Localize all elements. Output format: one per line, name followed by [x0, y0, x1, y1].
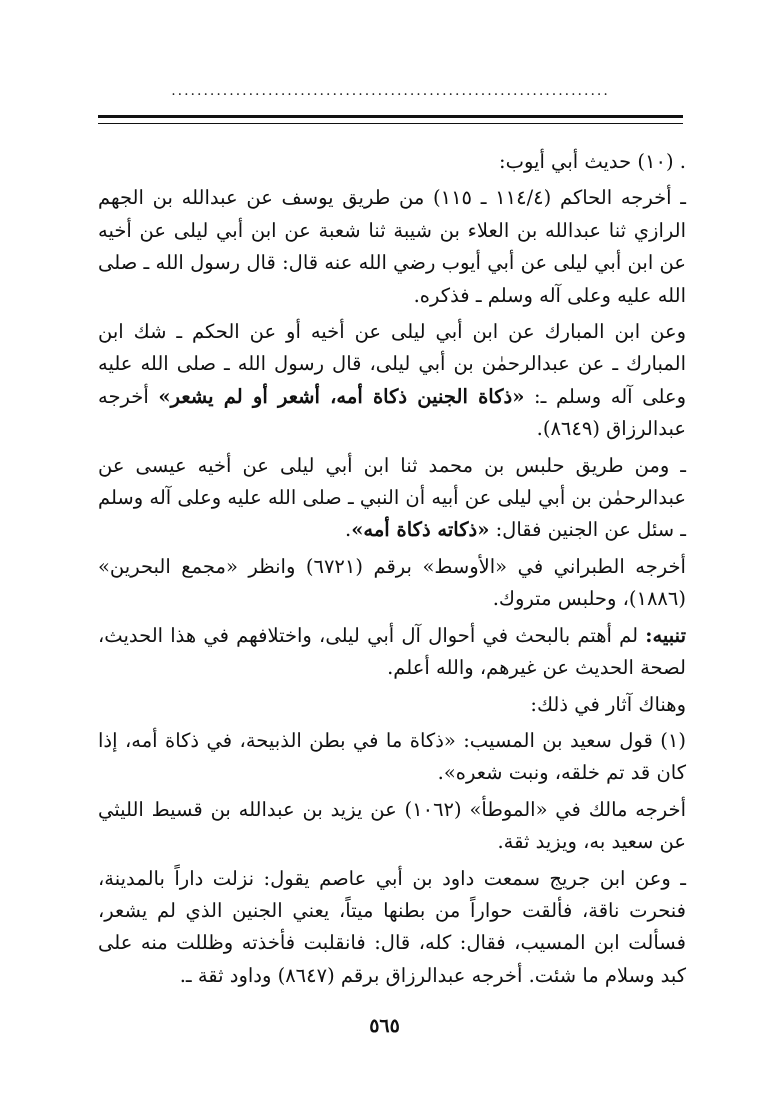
paragraph-note: [98, 620, 686, 685]
header-rule-thick: [98, 115, 683, 118]
paragraph-tabarani: أخرجه الطبراني في «الأوسط» برقم (٦٧٢١) وانظر «مجمع البحرين» (١٨٨٦)، وحلبس متروك.: [98, 554, 686, 611]
paragraph-malik: أخرجه مالك في «الموطأ» (١٠٦٢) عن يزيد بن عبدالله بن قسيط الليثي عن سعيد به، ويزيد ثقة.: [98, 797, 687, 854]
paragraph-said-ibn-musayyib: (١) قول سعيد بن المسيب: «ذكاة ما في بطن الذبيحة، في ذكاة أمه، إذا كان قد تم خلقه، ونبت شعره».: [98, 728, 686, 785]
hadith-quote: «ذكاة الجنين ذكاة أمه، أشعر أو لم يشعر»: [158, 384, 525, 408]
text: وعن ابن المبارك عن ابن أبي ليلى عن أخيه أو عن الحكم ـ شك ابن المبارك ـ عن عبدالرحمٰن بن أبي ليلى، قال رسول الله ـ صلى الله عليه وعلى آله وسلم ـ:: [98, 320, 686, 408]
text: أخرجه عبدالرزاق (٨٦٤٩).: [98, 384, 686, 441]
paragraph-halbas: [98, 450, 686, 547]
section-heading: . (١٠) حديث أبي أيوب:: [499, 150, 686, 173]
paragraph-hakim: ـ أخرجه الحاكم (١١٤/٤ ـ ١١٥) من طريق يوسف عن عبدالله بن الجهم الرازي ثنا عبدالله بن العلاء بن شيبة ثنا شعبة عن ابن أبي ليلى عن أخيه عن ابن أبي ليلى عن أبي أيوب رضي الله عنه قال: قال رسول الله ـ صلى الله عليه وعلى آله وسلم ـ فذكره.: [98, 186, 686, 307]
page-number: ٥٦٥: [369, 1015, 400, 1037]
hadith-quote: «ذكاته ذكاة أمه»: [351, 518, 490, 542]
header-dotted-line: ....................................................................: [171, 84, 610, 98]
text: ـ ومن طريق حلبس بن محمد ثنا ابن أبي ليلى عن أخيه عيسى عن عبدالرحمٰن بن أبي ليلى عن أبيه أن النبي ـ صلى الله عليه وعلى آله وسلم ـ سئل عن الجنين فقال:: [98, 453, 686, 542]
paragraph-athar-intro: وهناك آثار في ذلك:: [530, 692, 686, 716]
paragraph-ibn-mubarak: [98, 316, 686, 446]
header-rule-thin: [98, 123, 683, 124]
page-body: [98, 146, 686, 996]
note-text: لم أهتم بالبحث في أحوال آل أبي ليلى، واختلافهم في هذا الحديث، لصحة الحديث عن غيرهم، والله أعلم.: [98, 623, 686, 680]
text: .: [345, 518, 352, 542]
paragraph-ibn-jurayj: ـ وعن ابن جريج سمعت داود بن أبي عاصم يقول: نزلت داراً بالمدينة، فنحرت ناقة، فألقت حواراً من بطنها ميتاً، يعني الجنين الذي لم يشعر، فسألت ابن المسيب، فقال: كله، قال: فانقلبت فأخذته وظللت منه على كبد وسلام ما شئت. أخرجه عبدالرزاق برقم (٨٦٤٧) وداود ثقة ـ.: [98, 866, 686, 987]
note-label: تنبيه:: [645, 623, 686, 647]
